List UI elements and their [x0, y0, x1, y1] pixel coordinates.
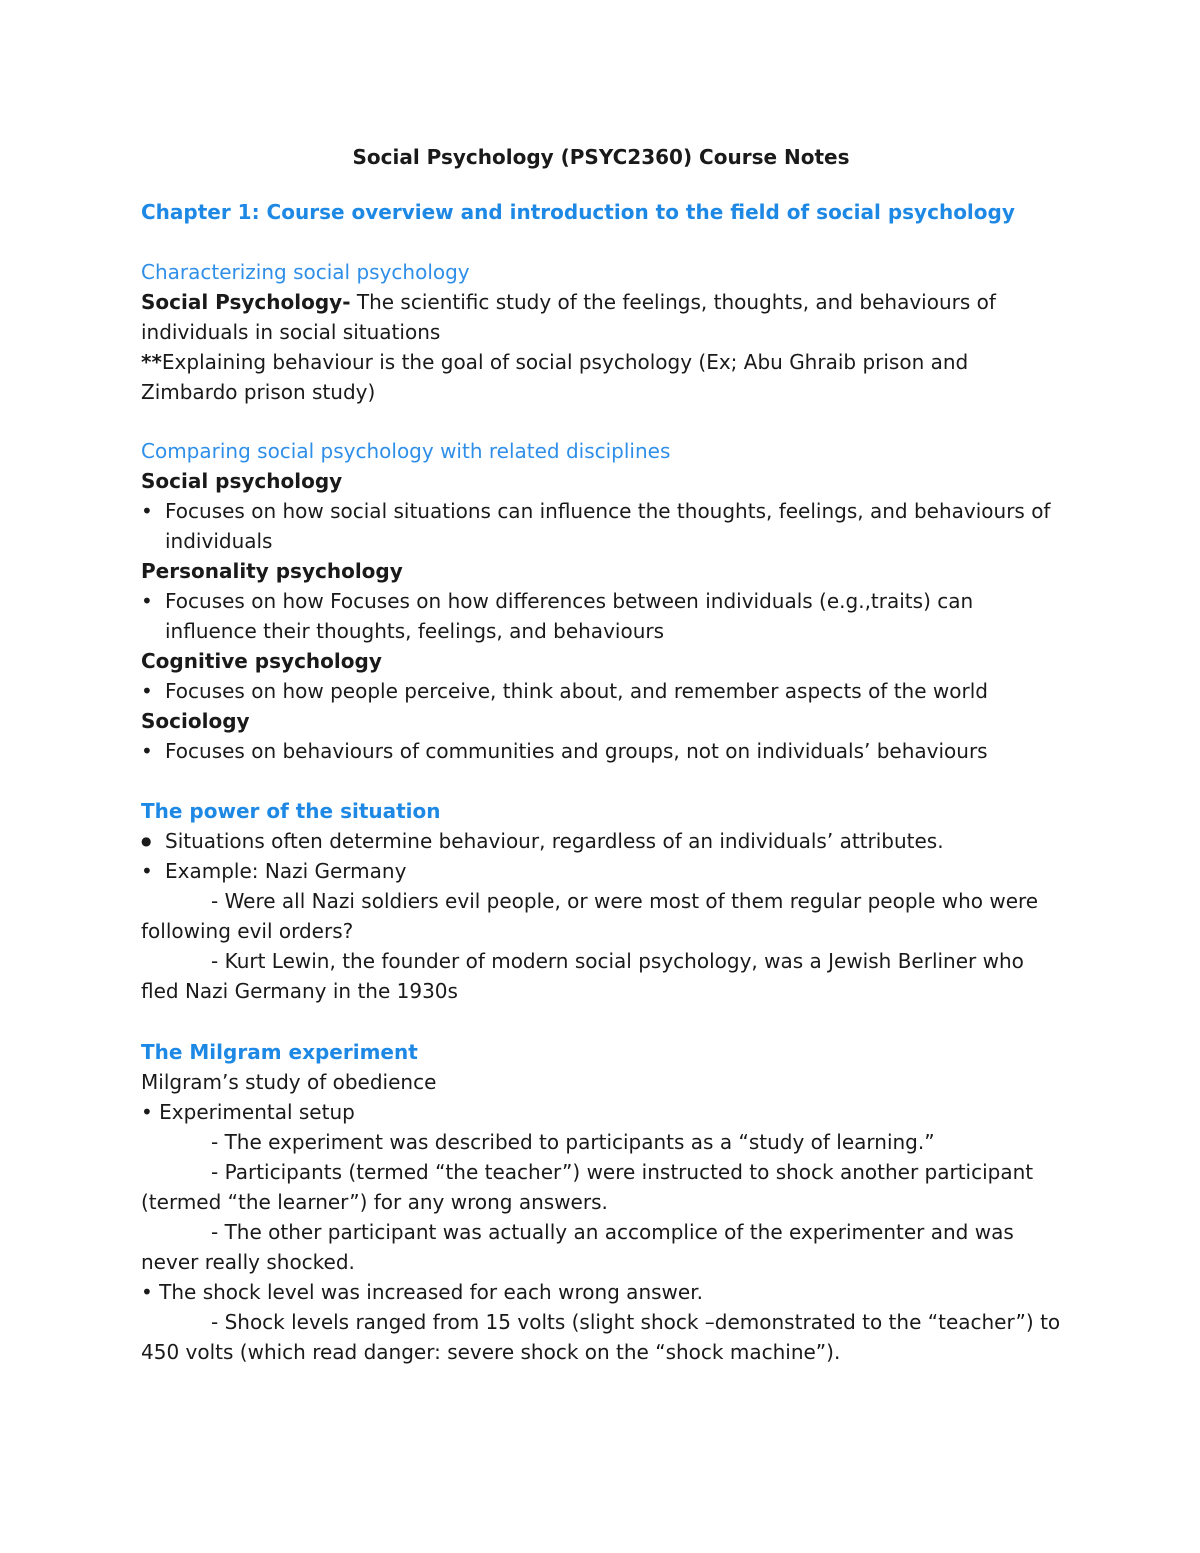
bullet-glyph: • — [141, 859, 153, 883]
document-title: Social Psychology (PSYC2360) Course Notes — [352, 145, 850, 169]
list-item-text: Situations often determine behaviour, regardless of an individuals’ attributes. — [165, 829, 944, 853]
sub-point: - Participants (termed “the teacher”) were instructed to shock another participant (termed “the learner”) for any wrong answers. — [141, 1160, 1034, 1214]
note-text: Explaining behaviour is the goal of social psychology (Ex; Abu Ghraib prison and Zimbardo prison study) — [141, 350, 969, 404]
list-item-text: Focuses on how Focuses on how differences between individuals (e.g.,traits) can influence their thoughts, feelings, and behaviours — [165, 589, 974, 643]
list-item — [141, 826, 1061, 856]
list-item: • Experimental setup — [141, 1100, 355, 1124]
definition-paragraph — [141, 287, 1061, 347]
list-item — [141, 856, 1061, 886]
list-item — [141, 496, 1061, 556]
section-heading-comparing: Comparing social psychology with related disciplines — [141, 439, 671, 463]
list-item — [141, 676, 1061, 706]
list-item-text: Focuses on behaviours of communities and groups, not on individuals’ behaviours — [165, 739, 988, 763]
sub-point: - The experiment was described to participants as a “study of learning.” — [211, 1130, 935, 1154]
bullet-glyph: • — [141, 739, 153, 763]
section-heading-power: The power of the situation — [141, 799, 441, 823]
discipline-name: Cognitive psychology — [141, 649, 382, 673]
chapter-heading: Chapter 1: Course overview and introduction to the field of social psychology — [141, 200, 1015, 224]
document-page — [141, 140, 1061, 1367]
sub-point: - The other participant was actually an accomplice of the experimenter and was never really shocked. — [141, 1220, 1014, 1274]
discipline-name: Sociology — [141, 709, 250, 733]
definition-term: Social Psychology- — [141, 290, 351, 314]
list-item-text: Focuses on how people perceive, think about, and remember aspects of the world — [165, 679, 988, 703]
section-heading-milgram: The Milgram experiment — [141, 1040, 418, 1064]
bullet-glyph: • — [141, 679, 153, 703]
sub-point: - Were all Nazi soldiers evil people, or were most of them regular people who were following evil orders? — [141, 889, 1039, 943]
definition-text: The scientific study of the feelings, thoughts, and behaviours of individuals in social situations — [141, 290, 996, 344]
bullet-glyph: • — [141, 499, 153, 523]
discipline-name: Personality psychology — [141, 559, 403, 583]
list-item-text: Focuses on how social situations can influence the thoughts, feelings, and behaviours of individuals — [165, 499, 1051, 553]
sub-point: - Shock levels ranged from 15 volts (slight shock –demonstrated to the “teacher”) to 450 volts (which read danger: severe shock on the “shock machine”). — [141, 1310, 1061, 1364]
list-item-text: Example: Nazi Germany — [165, 859, 407, 883]
round-bullet-glyph: ● — [141, 834, 152, 848]
list-item — [141, 586, 1061, 646]
milgram-subtitle: Milgram’s study of obedience — [141, 1070, 437, 1094]
list-item — [141, 736, 1061, 766]
note-prefix: ** — [141, 350, 162, 374]
sub-point: - Kurt Lewin, the founder of modern social psychology, was a Jewish Berliner who fled Nazi Germany in the 1930s — [141, 949, 1024, 1003]
bullet-glyph: • — [141, 589, 153, 613]
discipline-name: Social psychology — [141, 469, 343, 493]
goal-note — [141, 347, 1061, 407]
list-item: • The shock level was increased for each wrong answer. — [141, 1280, 703, 1304]
section-heading-characterizing: Characterizing social psychology — [141, 260, 470, 284]
